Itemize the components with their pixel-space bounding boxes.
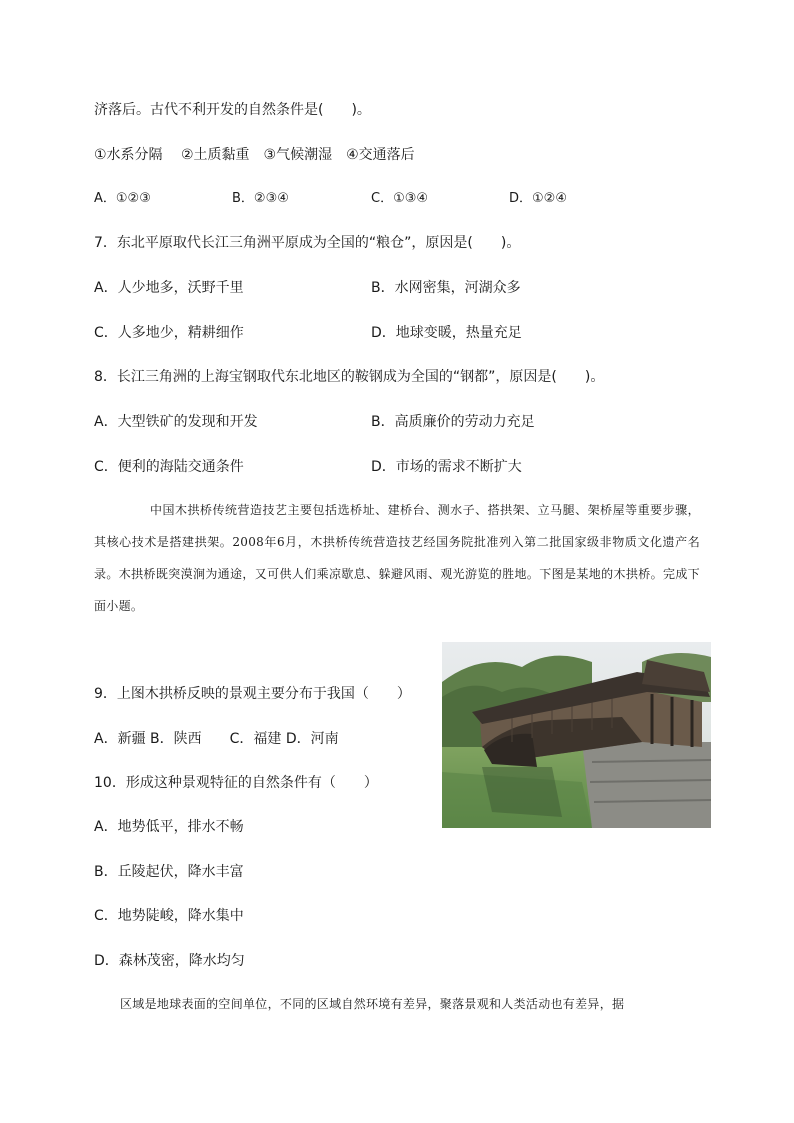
q6-items: ①水系分隔 ②土质黏重 ③气候潮湿 ④交通落后 xyxy=(94,147,415,163)
q10-option-b: B．丘陵起伏，降水丰富 xyxy=(94,864,244,880)
q9-options: A．新疆 B．陕西 C．福建 D．河南 xyxy=(94,731,339,747)
q7-option-b: B．水网密集，河湖众多 xyxy=(371,280,521,296)
q8-option-c: C．便利的海陆交通条件 xyxy=(94,459,244,475)
q6-stem-tail: 济落后。古代不利开发的自然条件是( )。 xyxy=(94,102,371,118)
q10-option-d: D．森林茂密，降水均匀 xyxy=(94,953,245,969)
q6-option-c: C．①③④ xyxy=(371,191,429,206)
reading-passage-bridge: 中国木拱桥传统营造技艺主要包括选桥址、建桥台、测水子、搭拱架、立马腿、架桥屋等重要步骤，其核心技术是搭建拱架。2008年6月，木拱桥传统营造技艺经国务院批准列入第二批国家级非物质文化遗产名录。木拱桥既突漠涧为通途，又可供人们乘凉歇息、躲避风雨、观光游览的胜地。下图是某地的木拱桥。完成下面小题。 xyxy=(94,503,700,613)
q10-stem: 10．形成这种景观特征的自然条件有（ ） xyxy=(94,775,378,791)
q8-option-a: A．大型铁矿的发现和开发 xyxy=(94,414,258,430)
q7-option-d: D．地球变暖，热量充足 xyxy=(371,325,522,341)
q6-option-b: B．②③④ xyxy=(232,191,289,206)
q7-stem: 7．东北平原取代长江三角洲平原成为全国的“粮仓”，原因是( )。 xyxy=(94,235,521,251)
q10-option-a: A．地势低平，排水不畅 xyxy=(94,819,244,835)
q6-option-a: A．①②③ xyxy=(94,191,151,206)
q7-option-c: C．人多地少，精耕细作 xyxy=(94,325,244,341)
wooden-arch-bridge-photo xyxy=(442,642,711,828)
q7-option-a: A．人少地多，沃野千里 xyxy=(94,280,244,296)
q8-stem: 8．长江三角洲的上海宝钢取代东北地区的鞍钢成为全国的“钢都”，原因是( )。 xyxy=(94,369,605,385)
q8-option-d: D．市场的需求不断扩大 xyxy=(371,459,522,475)
reading-passage-region: 区域是地球表面的空间单位，不同的区域自然环境有差异，聚落景观和人类活动也有差异，据 xyxy=(120,997,625,1011)
q8-option-b: B．高质廉价的劳动力充足 xyxy=(371,414,535,430)
q9-stem: 9．上图木拱桥反映的景观主要分布于我国（ ） xyxy=(94,686,411,702)
q10-option-c: C．地势陡峻，降水集中 xyxy=(94,908,244,924)
q6-option-d: D．①②④ xyxy=(509,191,567,206)
